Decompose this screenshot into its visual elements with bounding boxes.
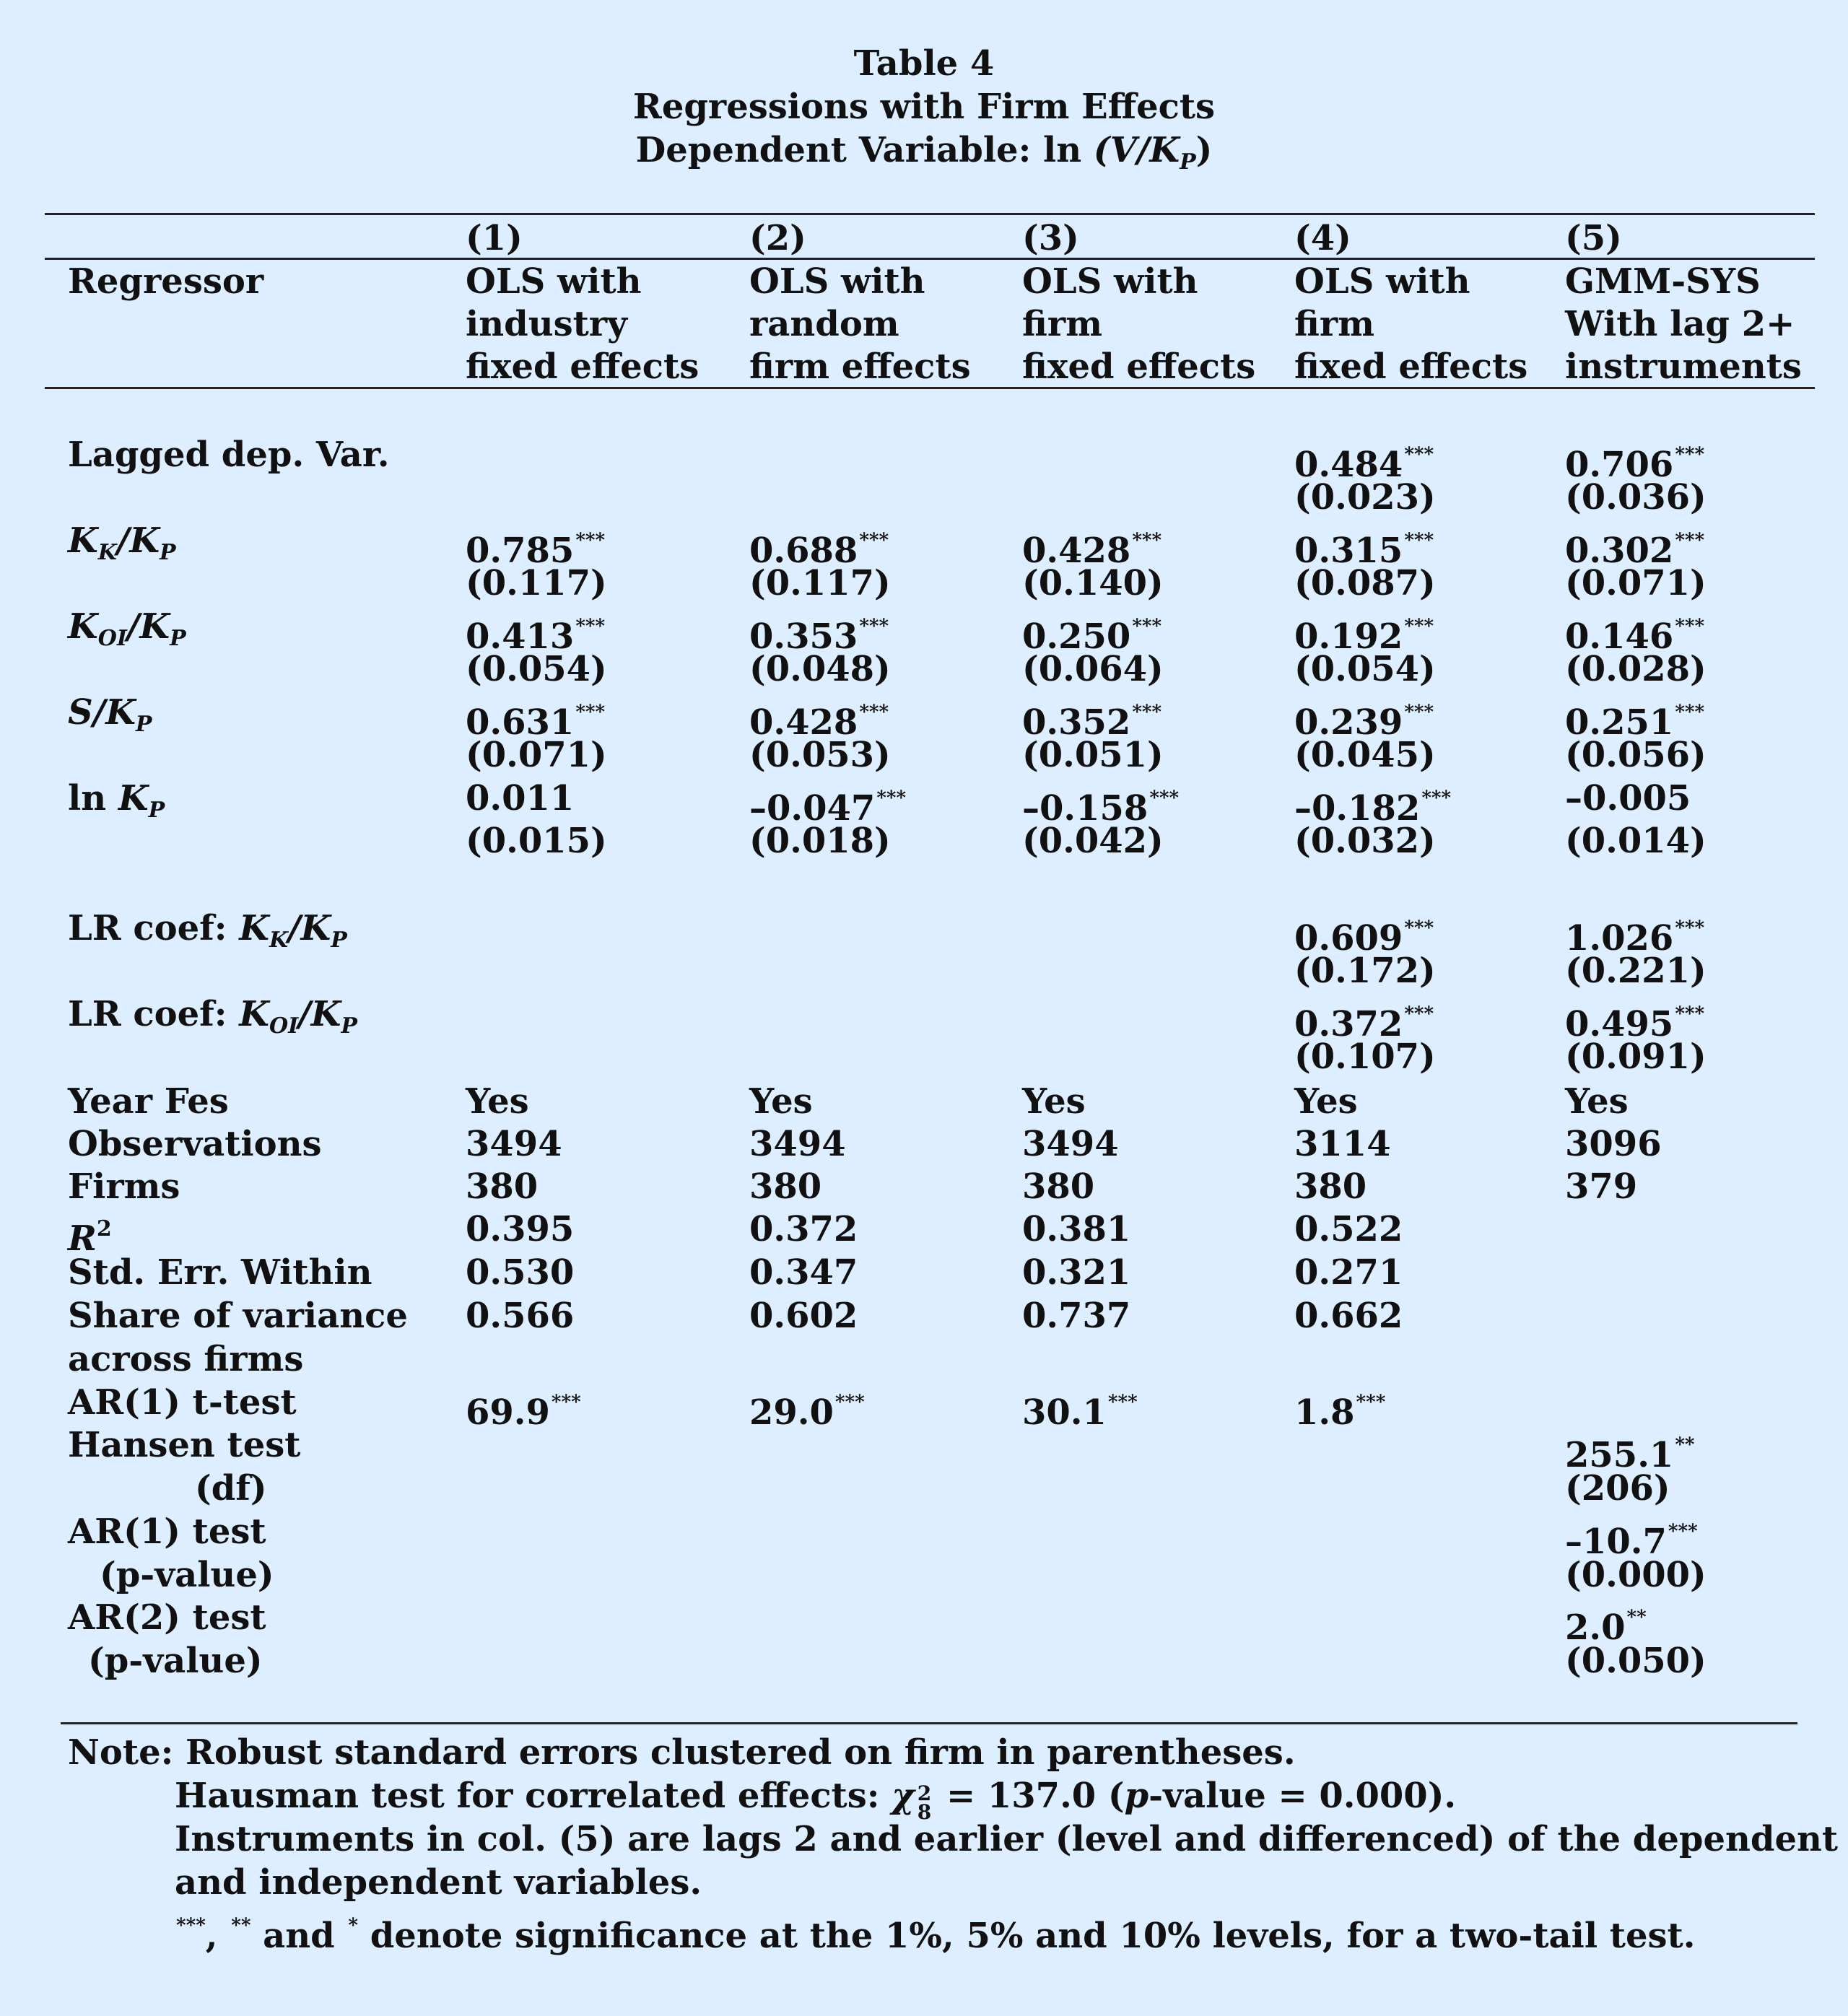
col-header-2-line-3: firm effects <box>749 346 971 387</box>
stat-4-col-4: 0.271 <box>1294 1252 1403 1293</box>
coef-value: 0.239 <box>1294 702 1403 743</box>
significance-stars: *** <box>859 530 889 551</box>
stat-2-col-3: 380 <box>1022 1166 1095 1207</box>
label-denominator-sub: P <box>331 928 347 953</box>
gmm-test-sublabel-1: (p-value) <box>100 1555 274 1595</box>
stat-3-col-1: 0.395 <box>466 1209 575 1249</box>
number-rule <box>45 258 1815 260</box>
stat-0-col-1: Yes <box>466 1081 529 1122</box>
col-header-1-line-1: OLS with <box>466 261 642 302</box>
subtitle-math: (V/K <box>1093 130 1180 170</box>
std-error-row-0-col-5: (0.036) <box>1565 477 1707 518</box>
significance-stars: *** <box>1149 787 1180 809</box>
subtitle-close: ) <box>1195 130 1213 170</box>
significance-stars: *** <box>575 530 606 551</box>
col-header-1-line-3: fixed effects <box>466 346 699 387</box>
std-error-row-2-col-3: (0.064) <box>1022 649 1164 689</box>
note-star2: ** <box>231 1915 251 1937</box>
stat-1-col-1: 3494 <box>466 1124 562 1164</box>
gmm-value: –10.7 <box>1565 1522 1667 1562</box>
col-number-2: (2) <box>749 218 806 258</box>
significance-stars: *** <box>876 787 907 809</box>
label-prefix: LR coef: <box>68 908 240 948</box>
std-error-row-4-col-1: (0.015) <box>466 821 607 861</box>
lr-label-0 <box>68 907 347 962</box>
stat-1-col-4: 3114 <box>1294 1124 1391 1164</box>
std-error-lr-1-col-4: (0.107) <box>1294 1037 1436 1077</box>
significance-stars: *** <box>1675 530 1705 551</box>
col-header-2-line-2: random <box>749 304 899 344</box>
label-var-sub: OI <box>269 1013 299 1039</box>
stat-3-col-3: 0.381 <box>1022 1209 1131 1249</box>
col-header-3-line-2: firm <box>1022 304 1102 344</box>
note-comma: , <box>205 1916 230 1956</box>
significance-stars: *** <box>834 1392 865 1413</box>
gmm-value: 2.0 <box>1565 1607 1626 1648</box>
r-squared-sup: 2 <box>96 1216 112 1242</box>
col-header-5-line-3: instruments <box>1565 346 1802 387</box>
stat-0-col-5: Yes <box>1565 1081 1629 1122</box>
significance-stars: *** <box>1668 1521 1698 1542</box>
col-header-3-line-3: fixed effects <box>1022 346 1256 387</box>
std-error-row-0-col-4: (0.023) <box>1294 477 1436 518</box>
std-error-row-4-col-5: (0.014) <box>1565 821 1707 861</box>
significance-stars: *** <box>1404 530 1434 551</box>
significance-stars: *** <box>1404 1003 1434 1025</box>
col-number-4: (4) <box>1294 218 1351 258</box>
coef-value: 0.706 <box>1565 445 1674 485</box>
col-header-4-line-1: OLS with <box>1294 261 1470 302</box>
note-significance: denote significance at the 1%, 5% and 10% levels, for a two-tail test. <box>358 1916 1696 1956</box>
significance-stars: *** <box>859 616 889 637</box>
std-error-lr-0-col-4: (0.172) <box>1294 951 1436 991</box>
note-star3: *** <box>176 1915 206 1937</box>
coef-value: 0.484 <box>1294 445 1403 485</box>
stat-0-col-2: Yes <box>749 1081 813 1122</box>
stat-5-col-1: 0.566 <box>466 1296 575 1336</box>
col-header-4-line-2: firm <box>1294 304 1374 344</box>
std-error-row-2-col-2: (0.048) <box>749 649 891 689</box>
significance-stars: *** <box>1404 444 1434 466</box>
note-chi: χ <box>892 1776 915 1816</box>
label-var: K <box>239 908 269 948</box>
gmm-test-value2-0: (206) <box>1565 1468 1670 1509</box>
note-pvalue: -value = 0.000). <box>1149 1776 1457 1816</box>
coef-value: 0.372 <box>1294 1004 1403 1044</box>
std-error-row-3-col-2: (0.053) <box>749 735 891 775</box>
std-error-row-3-col-4: (0.045) <box>1294 735 1436 775</box>
stat-6-col-1: 69.9*** <box>466 1392 581 1433</box>
stat-label-1: Observations <box>68 1124 322 1164</box>
col-header-5-line-2: With lag 2+ <box>1565 304 1795 344</box>
note-line-1: Note: Robust standard errors clustered on firm in parentheses. <box>68 1732 1296 1773</box>
table-number: Table 4 <box>853 43 995 84</box>
significance-stars: *** <box>1132 530 1162 551</box>
label-denominator-sub: P <box>170 626 186 651</box>
note-line-2 <box>175 1774 1456 1822</box>
significance-stars: *** <box>1132 616 1162 637</box>
coef-value: 0.609 <box>1294 918 1403 959</box>
stat-4-col-1: 0.530 <box>466 1252 575 1293</box>
std-error-row-1-col-1: (0.117) <box>466 563 607 603</box>
significance-stars: ** <box>1675 1434 1695 1456</box>
note-chi-sub: 8 <box>917 1800 932 1824</box>
coef-row-4-col-5 <box>1565 777 1691 820</box>
label-denominator-sub: P <box>341 1013 357 1039</box>
regressor-header: Regressor <box>68 261 264 302</box>
label-var: S <box>68 692 93 733</box>
coef-value: 0.495 <box>1565 1004 1674 1044</box>
bottom-rule <box>61 1722 1797 1724</box>
label-var: K <box>118 778 149 819</box>
label-denominator: /K <box>92 692 136 733</box>
stat-5-col-4: 0.662 <box>1294 1296 1403 1336</box>
label-var: K <box>68 606 98 647</box>
coef-value: 0.146 <box>1565 616 1674 657</box>
std-error-row-4-col-3: (0.042) <box>1022 821 1164 861</box>
row-label-2 <box>68 605 186 660</box>
std-error-row-4-col-2: (0.018) <box>749 821 891 861</box>
subtitle-sub: P <box>1180 149 1196 175</box>
gmm-test-label-1: AR(1) test <box>68 1511 266 1552</box>
significance-stars: *** <box>575 616 606 637</box>
stat-label-4: Std. Err. Within <box>68 1252 372 1293</box>
stat-1-col-2: 3494 <box>749 1124 846 1164</box>
std-error-row-3-col-1: (0.071) <box>466 735 607 775</box>
col-header-1-line-2: industry <box>466 304 627 344</box>
note-p: p <box>1124 1776 1149 1816</box>
significance-stars: *** <box>1356 1392 1386 1413</box>
coef-value: 0.251 <box>1565 702 1674 743</box>
significance-stars: *** <box>1107 1392 1138 1413</box>
std-error-row-3-col-3: (0.051) <box>1022 735 1164 775</box>
col-number-5: (5) <box>1565 218 1622 258</box>
std-error-row-1-col-2: (0.117) <box>749 563 891 603</box>
stat-6-col-4: 1.8*** <box>1294 1392 1386 1433</box>
std-error-lr-0-col-5: (0.221) <box>1565 951 1707 991</box>
coef-value: 0.428 <box>749 702 858 743</box>
stat-label-5: Share of variance <box>68 1296 408 1336</box>
significance-stars: *** <box>1404 702 1434 723</box>
significance-stars: *** <box>1675 1003 1705 1025</box>
std-error-row-2-col-4: (0.054) <box>1294 649 1436 689</box>
coef-value: 0.413 <box>466 616 575 657</box>
gmm-test-label-0: Hansen test <box>68 1425 301 1465</box>
significance-stars: *** <box>1404 616 1434 637</box>
stat-label-2: Firms <box>68 1166 180 1207</box>
coef-value: 0.688 <box>749 531 858 571</box>
significance-stars: *** <box>1675 702 1705 723</box>
note-line-5 <box>175 1904 1695 1958</box>
note-line-4: and independent variables. <box>175 1862 702 1903</box>
stat-6-col-2: 29.0*** <box>749 1392 865 1433</box>
significance-stars: *** <box>859 702 889 723</box>
stat-4-col-2: 0.347 <box>749 1252 858 1293</box>
stat-label-6: AR(1) t-test <box>68 1382 297 1423</box>
gmm-test-sublabel-2: (p-value) <box>88 1641 263 1681</box>
col-header-5-line-1: GMM-SYS <box>1565 261 1761 302</box>
stat-1-col-5: 3096 <box>1565 1124 1662 1164</box>
table-title: Regressions with Firm Effects <box>632 87 1216 127</box>
stat-6-col-3: 30.1*** <box>1022 1392 1138 1433</box>
label-var-sub: P <box>148 798 165 823</box>
std-error-row-1-col-3: (0.140) <box>1022 563 1164 603</box>
r-squared-label: R <box>68 1218 97 1259</box>
stat-4-col-3: 0.321 <box>1022 1252 1131 1293</box>
note-star1: * <box>348 1915 359 1937</box>
coef-value: 1.026 <box>1565 918 1674 959</box>
label-denominator: /K <box>116 520 160 561</box>
stat-label-0: Year Fes <box>68 1081 229 1122</box>
significance-stars: *** <box>1421 787 1452 809</box>
coef-value: 0.192 <box>1294 616 1403 657</box>
coef-value: –0.182 <box>1294 788 1421 829</box>
row-label-1 <box>68 519 176 575</box>
significance-stars: ** <box>1626 1607 1647 1628</box>
gmm-test-sublabel-0: (df) <box>195 1468 267 1509</box>
label-denominator: /K <box>298 994 341 1034</box>
stat-5-col-3: 0.737 <box>1022 1296 1131 1336</box>
label-var-sub: OI <box>97 626 127 651</box>
stat-3-col-4: 0.522 <box>1294 1209 1403 1249</box>
row-label-0: Lagged dep. Var. <box>68 435 390 475</box>
stat-0-col-3: Yes <box>1022 1081 1086 1122</box>
col-header-2-line-1: OLS with <box>749 261 925 302</box>
stat-2-col-1: 380 <box>466 1166 539 1207</box>
col-number-3: (3) <box>1022 218 1079 258</box>
significance-stars: *** <box>1675 616 1705 637</box>
significance-stars: *** <box>575 702 606 723</box>
coef-value: 0.631 <box>466 702 575 743</box>
stat-1-col-3: 3494 <box>1022 1124 1119 1164</box>
gmm-test-value2-2: (0.050) <box>1565 1641 1707 1681</box>
coef-value: –0.005 <box>1565 778 1691 819</box>
significance-stars: *** <box>551 1392 581 1413</box>
coef-value: 0.352 <box>1022 702 1131 743</box>
stat-3-col-2: 0.372 <box>749 1209 858 1249</box>
coef-value: 0.315 <box>1294 531 1403 571</box>
label-prefix: ln <box>68 778 118 819</box>
label-denominator-sub: P <box>135 712 152 737</box>
top-rule <box>45 213 1815 215</box>
label-denominator-sub: P <box>160 540 176 565</box>
col-header-4-line-3: fixed effects <box>1294 346 1528 387</box>
stat-2-col-5: 379 <box>1565 1166 1638 1207</box>
coef-value: 0.250 <box>1022 616 1131 657</box>
note-hausman-text: Hausman test for correlated effects: <box>175 1776 892 1816</box>
row-label-4 <box>68 777 165 832</box>
significance-stars: *** <box>1404 917 1434 939</box>
stat-0-col-4: Yes <box>1294 1081 1358 1122</box>
coef-row-4-col-1 <box>466 777 574 820</box>
label-var-sub: K <box>269 928 289 953</box>
note-hausman-value: = 137.0 ( <box>934 1776 1125 1816</box>
note-line-3: Instruments in col. (5) are lags 2 and earlier (level and differenced) of the dependent <box>175 1819 1839 1859</box>
significance-stars: *** <box>1675 917 1705 939</box>
label-var-sub: K <box>97 540 117 565</box>
gmm-test-label-2: AR(2) test <box>68 1597 266 1638</box>
coef-value: 0.302 <box>1565 531 1674 571</box>
note-chi-indices <box>917 1781 932 1824</box>
std-error-row-4-col-4: (0.032) <box>1294 821 1436 861</box>
std-error-row-2-col-1: (0.054) <box>466 649 607 689</box>
label-var: K <box>68 520 98 561</box>
coef-value: –0.047 <box>749 788 876 829</box>
label-prefix: LR coef: <box>68 994 240 1034</box>
coef-value: 0.011 <box>466 778 575 819</box>
coef-value: 0.353 <box>749 616 858 657</box>
std-error-row-1-col-5: (0.071) <box>1565 563 1707 603</box>
col-header-3-line-1: OLS with <box>1022 261 1198 302</box>
note-and: and <box>250 1916 347 1956</box>
gmm-value: 255.1 <box>1565 1435 1674 1475</box>
stat-2-col-2: 380 <box>749 1166 822 1207</box>
coef-value: 0.785 <box>466 531 575 571</box>
std-error-row-2-col-5: (0.028) <box>1565 649 1707 689</box>
label-denominator: /K <box>126 606 170 647</box>
std-error-row-1-col-4: (0.087) <box>1294 563 1436 603</box>
stat-2-col-4: 380 <box>1294 1166 1367 1207</box>
lr-label-1 <box>68 992 357 1048</box>
row-label-3 <box>68 691 152 746</box>
coef-value: 0.428 <box>1022 531 1131 571</box>
subtitle-text: Dependent Variable: ln <box>635 130 1094 170</box>
std-error-lr-1-col-5: (0.091) <box>1565 1037 1707 1077</box>
stat-5-col-2: 0.602 <box>749 1296 858 1336</box>
gmm-test-value2-1: (0.000) <box>1565 1555 1707 1595</box>
stat-label-5-line-2: across firms <box>68 1339 304 1379</box>
col-number-1: (1) <box>466 218 523 258</box>
label-var: K <box>239 994 269 1034</box>
significance-stars: *** <box>1132 702 1162 723</box>
table-subtitle <box>0 128 1848 184</box>
std-error-row-3-col-5: (0.056) <box>1565 735 1707 775</box>
significance-stars: *** <box>1675 444 1705 466</box>
note-chi-sup: 2 <box>917 1781 932 1805</box>
coef-value: –0.158 <box>1022 788 1149 829</box>
label-denominator: /K <box>288 908 331 948</box>
